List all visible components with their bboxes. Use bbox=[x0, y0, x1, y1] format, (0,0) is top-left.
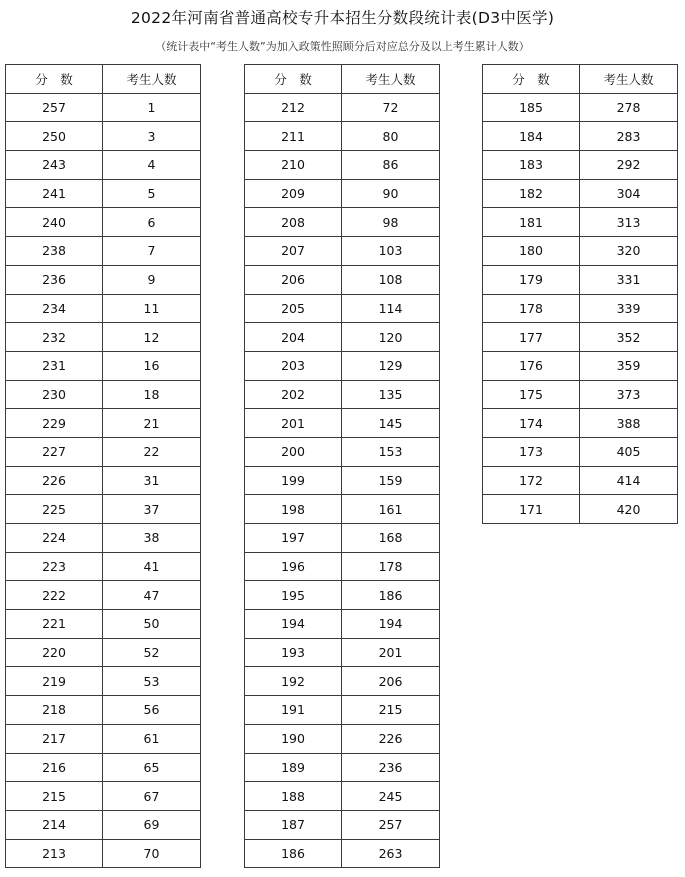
score-cell: 180 bbox=[483, 237, 580, 266]
count-cell: 37 bbox=[103, 495, 201, 524]
table-row bbox=[245, 524, 440, 553]
score-cell: 234 bbox=[6, 294, 103, 323]
score-cell: 257 bbox=[6, 93, 103, 122]
table-row bbox=[6, 409, 201, 438]
count-cell: 168 bbox=[342, 524, 440, 553]
score-cell: 207 bbox=[245, 237, 342, 266]
score-cell: 201 bbox=[245, 409, 342, 438]
table-header-row bbox=[483, 65, 678, 94]
table-row bbox=[245, 552, 440, 581]
table-row bbox=[6, 294, 201, 323]
count-cell: 12 bbox=[103, 323, 201, 352]
table-row bbox=[6, 839, 201, 868]
score-cell: 226 bbox=[6, 466, 103, 495]
table-row bbox=[6, 724, 201, 753]
count-cell: 11 bbox=[103, 294, 201, 323]
score-cell: 227 bbox=[6, 437, 103, 466]
table-row bbox=[483, 351, 678, 380]
table-row bbox=[6, 495, 201, 524]
count-cell: 263 bbox=[342, 839, 440, 868]
count-cell: 38 bbox=[103, 524, 201, 553]
table-row bbox=[6, 782, 201, 811]
score-cell: 187 bbox=[245, 810, 342, 839]
page-title: 2022年河南省普通高校专升本招生分数段统计表(D3中医学) bbox=[130, 9, 555, 27]
score-cell: 232 bbox=[6, 323, 103, 352]
score-cell: 197 bbox=[245, 524, 342, 553]
score-cell: 215 bbox=[6, 782, 103, 811]
score-cell: 206 bbox=[245, 265, 342, 294]
score-table-3 bbox=[482, 64, 678, 524]
score-cell: 182 bbox=[483, 179, 580, 208]
header-score: 分 数 bbox=[6, 65, 103, 94]
count-cell: 120 bbox=[342, 323, 440, 352]
score-cell: 205 bbox=[245, 294, 342, 323]
score-cell: 199 bbox=[245, 466, 342, 495]
table-row bbox=[6, 610, 201, 639]
score-cell: 216 bbox=[6, 753, 103, 782]
count-cell: 56 bbox=[103, 696, 201, 725]
table-row bbox=[245, 810, 440, 839]
score-cell: 188 bbox=[245, 782, 342, 811]
score-cell: 223 bbox=[6, 552, 103, 581]
count-cell: 178 bbox=[342, 552, 440, 581]
score-cell: 176 bbox=[483, 351, 580, 380]
table-row bbox=[245, 122, 440, 151]
count-cell: 320 bbox=[580, 237, 678, 266]
score-cell: 173 bbox=[483, 437, 580, 466]
score-cell: 217 bbox=[6, 724, 103, 753]
table-row bbox=[245, 724, 440, 753]
score-cell: 250 bbox=[6, 122, 103, 151]
count-cell: 135 bbox=[342, 380, 440, 409]
count-cell: 352 bbox=[580, 323, 678, 352]
score-cell: 221 bbox=[6, 610, 103, 639]
score-cell: 212 bbox=[245, 93, 342, 122]
count-cell: 18 bbox=[103, 380, 201, 409]
count-cell: 16 bbox=[103, 351, 201, 380]
score-cell: 172 bbox=[483, 466, 580, 495]
count-cell: 331 bbox=[580, 265, 678, 294]
table-row bbox=[6, 638, 201, 667]
table-row bbox=[245, 380, 440, 409]
table-row bbox=[483, 151, 678, 180]
score-cell: 219 bbox=[6, 667, 103, 696]
table-row bbox=[6, 753, 201, 782]
count-cell: 114 bbox=[342, 294, 440, 323]
table-row bbox=[245, 237, 440, 266]
count-cell: 9 bbox=[103, 265, 201, 294]
table-row bbox=[483, 323, 678, 352]
count-cell: 31 bbox=[103, 466, 201, 495]
table-row bbox=[483, 437, 678, 466]
table-row bbox=[245, 93, 440, 122]
table-row bbox=[245, 638, 440, 667]
table-header-row bbox=[6, 65, 201, 94]
score-cell: 208 bbox=[245, 208, 342, 237]
table-header-row bbox=[245, 65, 440, 94]
count-cell: 103 bbox=[342, 237, 440, 266]
count-cell: 4 bbox=[103, 151, 201, 180]
score-cell: 174 bbox=[483, 409, 580, 438]
table-row bbox=[245, 495, 440, 524]
count-cell: 1 bbox=[103, 93, 201, 122]
count-cell: 67 bbox=[103, 782, 201, 811]
header-count: 考生人数 bbox=[580, 65, 678, 94]
count-cell: 313 bbox=[580, 208, 678, 237]
table-row bbox=[245, 581, 440, 610]
table-note: （统计表中“考生人数”为加入政策性照顾分后对应总分及以上考生累计人数） bbox=[155, 40, 530, 53]
count-cell: 22 bbox=[103, 437, 201, 466]
table-row bbox=[245, 696, 440, 725]
count-cell: 414 bbox=[580, 466, 678, 495]
count-cell: 304 bbox=[580, 179, 678, 208]
table-row bbox=[6, 552, 201, 581]
count-cell: 70 bbox=[103, 839, 201, 868]
count-cell: 69 bbox=[103, 810, 201, 839]
count-cell: 3 bbox=[103, 122, 201, 151]
score-cell: 224 bbox=[6, 524, 103, 553]
table-row bbox=[6, 265, 201, 294]
count-cell: 61 bbox=[103, 724, 201, 753]
table-row bbox=[6, 466, 201, 495]
table-row bbox=[483, 208, 678, 237]
table-row bbox=[483, 466, 678, 495]
score-cell: 183 bbox=[483, 151, 580, 180]
count-cell: 145 bbox=[342, 409, 440, 438]
table-row bbox=[6, 581, 201, 610]
count-cell: 206 bbox=[342, 667, 440, 696]
count-cell: 80 bbox=[342, 122, 440, 151]
count-cell: 7 bbox=[103, 237, 201, 266]
count-cell: 420 bbox=[580, 495, 678, 524]
score-cell: 230 bbox=[6, 380, 103, 409]
score-cell: 214 bbox=[6, 810, 103, 839]
table-row bbox=[245, 839, 440, 868]
table-row bbox=[6, 179, 201, 208]
score-cell: 243 bbox=[6, 151, 103, 180]
count-cell: 90 bbox=[342, 179, 440, 208]
count-cell: 257 bbox=[342, 810, 440, 839]
count-cell: 339 bbox=[580, 294, 678, 323]
score-cell: 240 bbox=[6, 208, 103, 237]
table-row bbox=[483, 93, 678, 122]
score-cell: 225 bbox=[6, 495, 103, 524]
score-cell: 222 bbox=[6, 581, 103, 610]
score-cell: 181 bbox=[483, 208, 580, 237]
table-row bbox=[245, 667, 440, 696]
table-row bbox=[245, 437, 440, 466]
table-row bbox=[245, 208, 440, 237]
score-cell: 210 bbox=[245, 151, 342, 180]
count-cell: 5 bbox=[103, 179, 201, 208]
table-row bbox=[245, 323, 440, 352]
score-cell: 211 bbox=[245, 122, 342, 151]
score-table-2 bbox=[244, 64, 440, 868]
score-cell: 189 bbox=[245, 753, 342, 782]
header-count: 考生人数 bbox=[103, 65, 201, 94]
table-row bbox=[483, 237, 678, 266]
count-cell: 86 bbox=[342, 151, 440, 180]
table-row bbox=[6, 151, 201, 180]
table-row bbox=[6, 351, 201, 380]
score-cell: 209 bbox=[245, 179, 342, 208]
table-row bbox=[245, 409, 440, 438]
table-row bbox=[6, 122, 201, 151]
count-cell: 405 bbox=[580, 437, 678, 466]
table-row bbox=[6, 237, 201, 266]
count-cell: 373 bbox=[580, 380, 678, 409]
count-cell: 21 bbox=[103, 409, 201, 438]
score-cell: 185 bbox=[483, 93, 580, 122]
count-cell: 53 bbox=[103, 667, 201, 696]
table-row bbox=[6, 93, 201, 122]
score-cell: 200 bbox=[245, 437, 342, 466]
table-row bbox=[6, 323, 201, 352]
count-cell: 215 bbox=[342, 696, 440, 725]
table-row bbox=[6, 524, 201, 553]
table-row bbox=[245, 351, 440, 380]
count-cell: 72 bbox=[342, 93, 440, 122]
table-row bbox=[483, 495, 678, 524]
score-cell: 193 bbox=[245, 638, 342, 667]
score-cell: 179 bbox=[483, 265, 580, 294]
count-cell: 359 bbox=[580, 351, 678, 380]
score-cell: 177 bbox=[483, 323, 580, 352]
score-table-1 bbox=[5, 64, 201, 868]
score-cell: 203 bbox=[245, 351, 342, 380]
score-cell: 198 bbox=[245, 495, 342, 524]
count-cell: 201 bbox=[342, 638, 440, 667]
header-score: 分 数 bbox=[483, 65, 580, 94]
score-cell: 202 bbox=[245, 380, 342, 409]
score-cell: 171 bbox=[483, 495, 580, 524]
count-cell: 108 bbox=[342, 265, 440, 294]
score-cell: 238 bbox=[6, 237, 103, 266]
header-score: 分 数 bbox=[245, 65, 342, 94]
score-cell: 190 bbox=[245, 724, 342, 753]
table-row bbox=[483, 294, 678, 323]
table-row bbox=[245, 265, 440, 294]
count-cell: 226 bbox=[342, 724, 440, 753]
table-row bbox=[6, 208, 201, 237]
count-cell: 388 bbox=[580, 409, 678, 438]
table-row bbox=[6, 810, 201, 839]
header-count: 考生人数 bbox=[342, 65, 440, 94]
score-cell: 194 bbox=[245, 610, 342, 639]
table-row bbox=[6, 437, 201, 466]
count-cell: 236 bbox=[342, 753, 440, 782]
count-cell: 50 bbox=[103, 610, 201, 639]
table-row bbox=[245, 753, 440, 782]
count-cell: 283 bbox=[580, 122, 678, 151]
table-row bbox=[245, 179, 440, 208]
score-cell: 236 bbox=[6, 265, 103, 294]
score-cell: 229 bbox=[6, 409, 103, 438]
count-cell: 6 bbox=[103, 208, 201, 237]
count-cell: 292 bbox=[580, 151, 678, 180]
score-cell: 231 bbox=[6, 351, 103, 380]
table-row bbox=[245, 610, 440, 639]
score-cell: 191 bbox=[245, 696, 342, 725]
score-cell: 184 bbox=[483, 122, 580, 151]
count-cell: 47 bbox=[103, 581, 201, 610]
score-cell: 241 bbox=[6, 179, 103, 208]
table-row bbox=[6, 380, 201, 409]
score-cell: 213 bbox=[6, 839, 103, 868]
count-cell: 159 bbox=[342, 466, 440, 495]
table-row bbox=[483, 265, 678, 294]
count-cell: 161 bbox=[342, 495, 440, 524]
score-cell: 218 bbox=[6, 696, 103, 725]
table-row bbox=[245, 466, 440, 495]
table-row bbox=[483, 122, 678, 151]
score-cell: 196 bbox=[245, 552, 342, 581]
table-row bbox=[245, 294, 440, 323]
count-cell: 98 bbox=[342, 208, 440, 237]
score-cell: 220 bbox=[6, 638, 103, 667]
count-cell: 194 bbox=[342, 610, 440, 639]
table-row bbox=[245, 151, 440, 180]
count-cell: 129 bbox=[342, 351, 440, 380]
count-cell: 65 bbox=[103, 753, 201, 782]
table-row bbox=[483, 409, 678, 438]
score-cell: 195 bbox=[245, 581, 342, 610]
count-cell: 52 bbox=[103, 638, 201, 667]
score-cell: 178 bbox=[483, 294, 580, 323]
count-cell: 153 bbox=[342, 437, 440, 466]
count-cell: 41 bbox=[103, 552, 201, 581]
score-cell: 192 bbox=[245, 667, 342, 696]
table-row bbox=[483, 380, 678, 409]
score-cell: 186 bbox=[245, 839, 342, 868]
count-cell: 278 bbox=[580, 93, 678, 122]
score-cell: 175 bbox=[483, 380, 580, 409]
table-row bbox=[483, 179, 678, 208]
table-row bbox=[6, 667, 201, 696]
count-cell: 245 bbox=[342, 782, 440, 811]
table-row bbox=[245, 782, 440, 811]
table-row bbox=[6, 696, 201, 725]
count-cell: 186 bbox=[342, 581, 440, 610]
score-cell: 204 bbox=[245, 323, 342, 352]
